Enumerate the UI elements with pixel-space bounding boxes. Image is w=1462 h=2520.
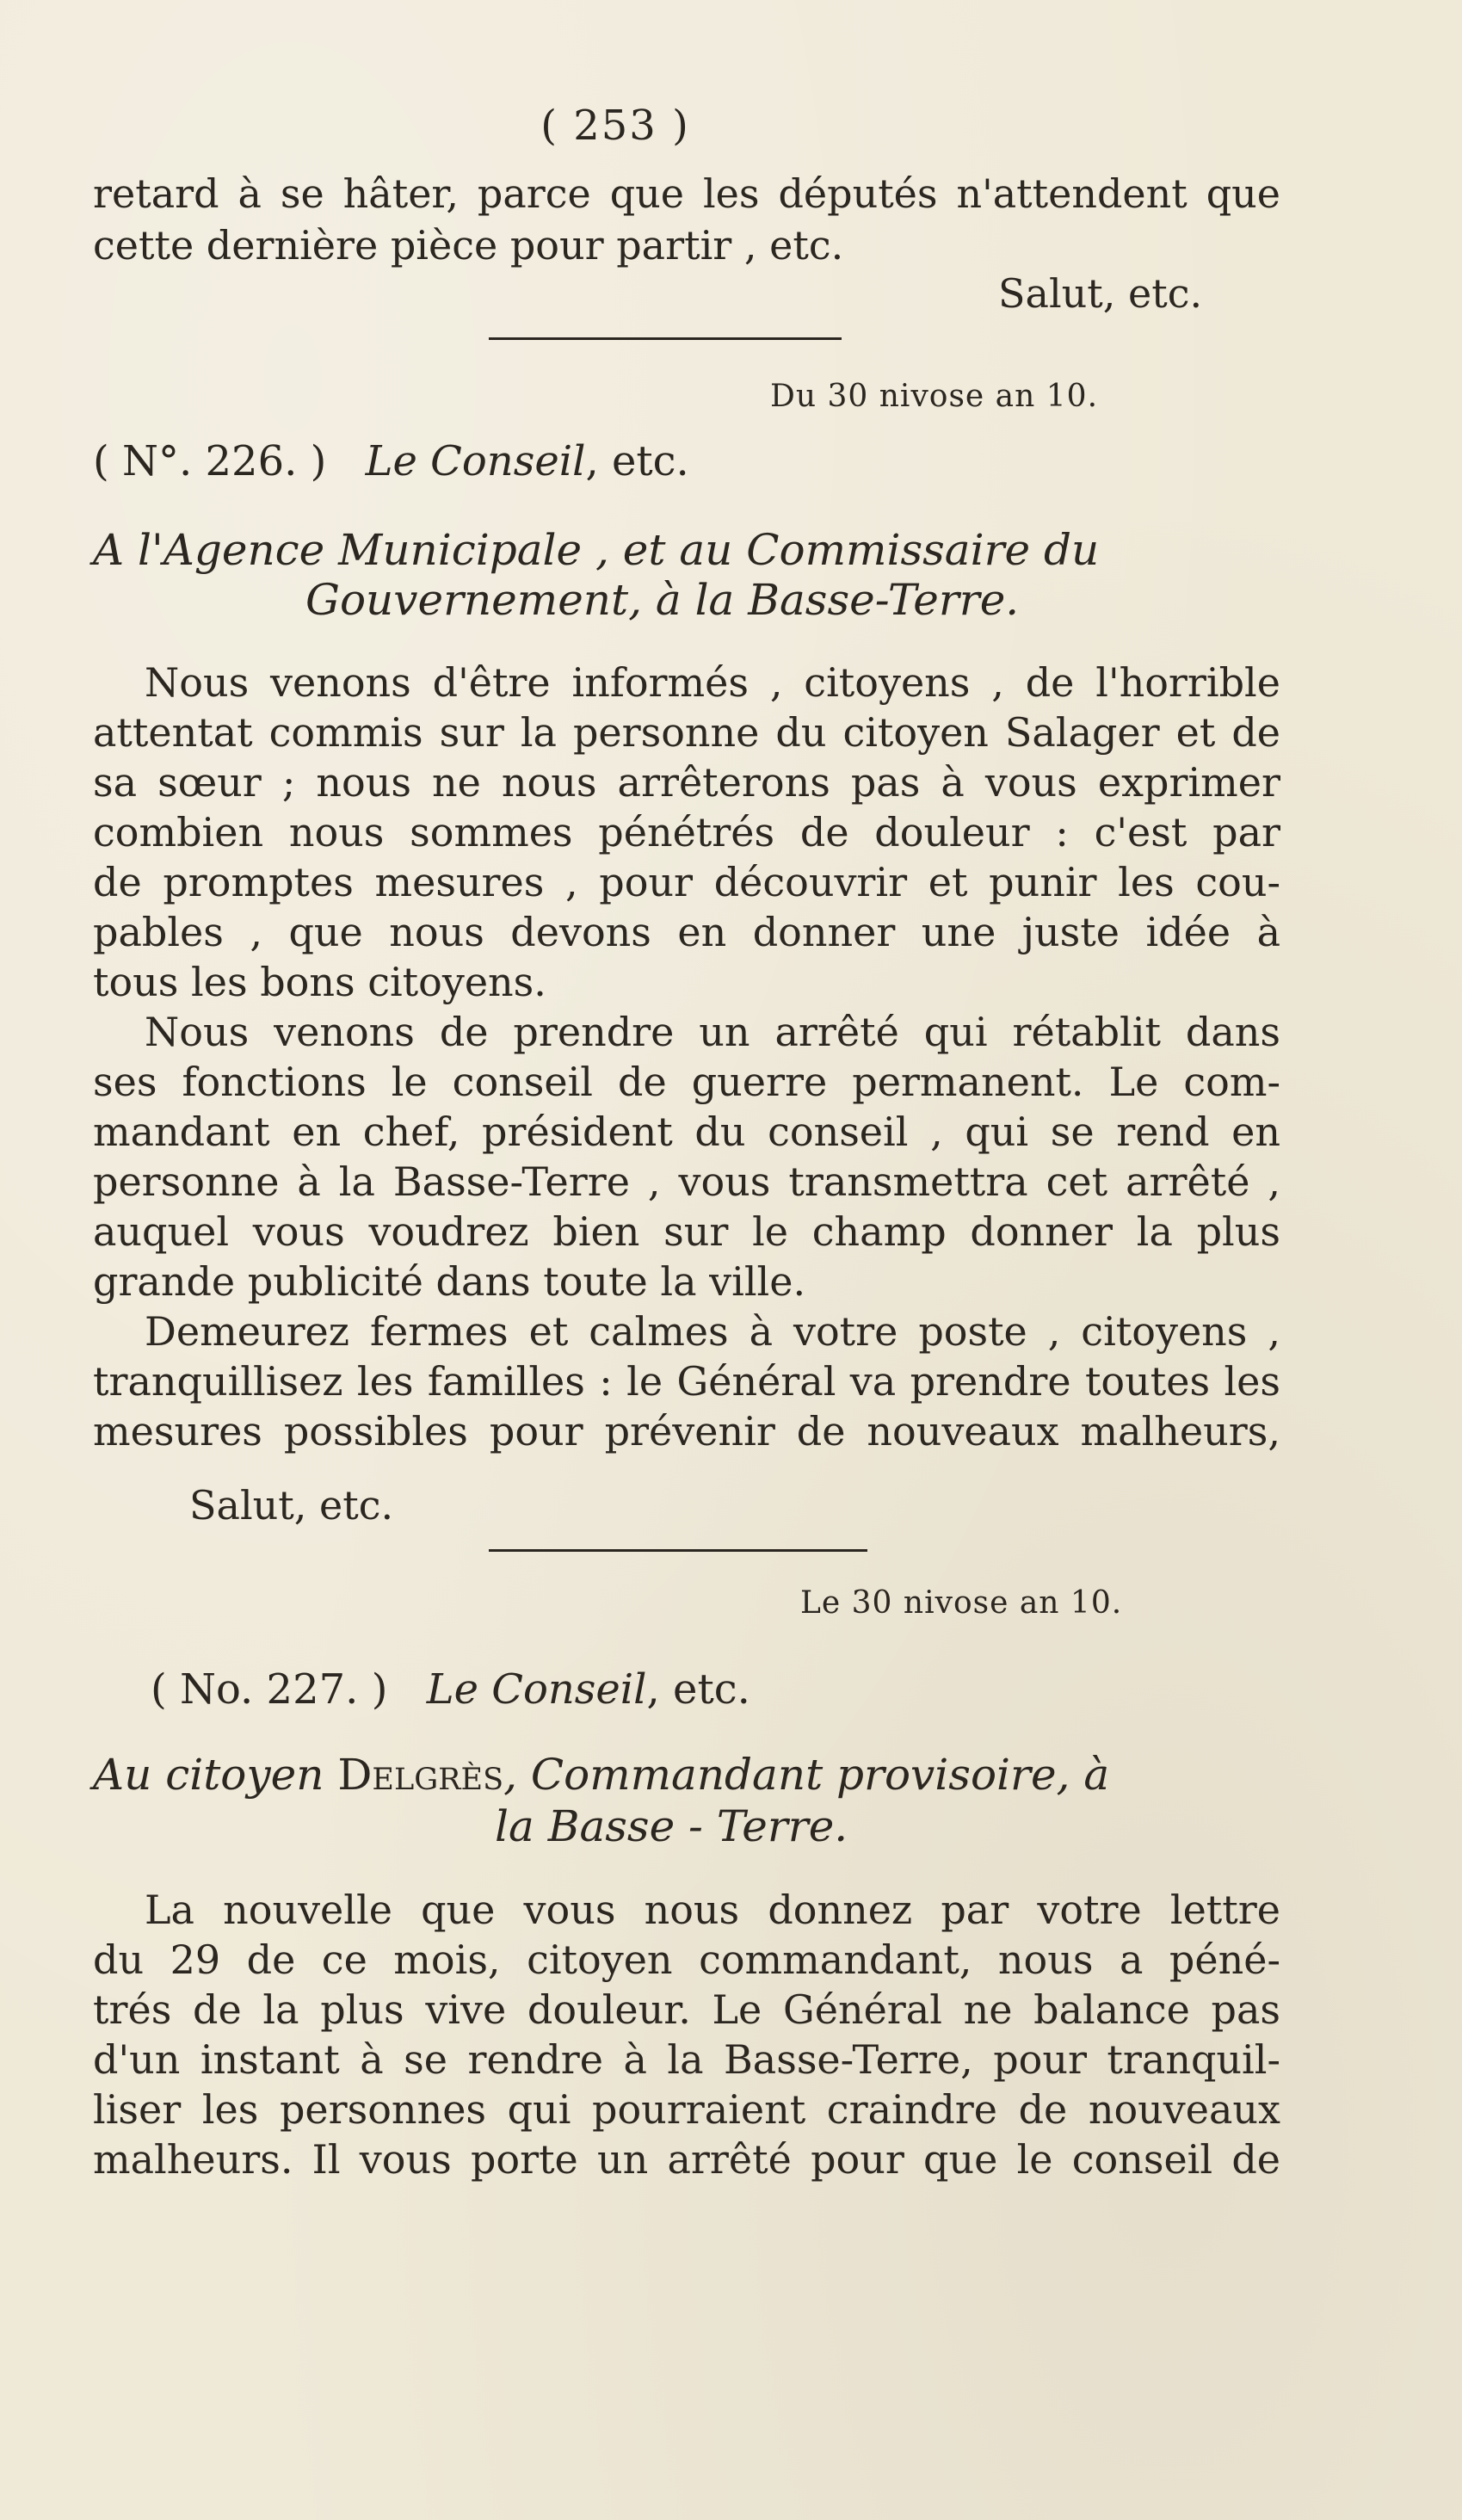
letter-sender-suffix: , etc. — [646, 1665, 750, 1714]
letter-address — [93, 1750, 1109, 1800]
text-line: pables , que nous devons en donner une juste idée à — [93, 909, 1280, 955]
salutation: Salut, etc. — [998, 270, 1203, 317]
text-line: combien nous sommes pénétrés de douleur : c'est par — [93, 809, 1280, 855]
text-line: cette dernière pièce pour partir , etc. — [93, 222, 844, 269]
letter-sender: Le Conseil — [426, 1665, 647, 1714]
letter-address: la Basse - Terre. — [495, 1801, 848, 1851]
text-line — [93, 707, 1280, 757]
salutation: Salut, etc. — [189, 1482, 394, 1529]
text-line: Nous venons de prendre un arrêté qui rétablit dans — [145, 1009, 1280, 1055]
text-line: grande publicité dans toute la ville. — [93, 1258, 806, 1305]
text-line: de promptes mesures , pour découvrir et punir les cou- — [93, 859, 1280, 905]
text-line: tranquillisez les familles : le Général va prendre toutes les — [93, 1358, 1280, 1405]
letter-number: ( No. 227. ) — [151, 1665, 388, 1714]
letter-sender: Le Conseil — [365, 437, 586, 485]
address-rest: , Commandant provisoire, à — [503, 1750, 1110, 1800]
page-number: ( 253 ) — [540, 102, 690, 150]
letter-address: A l'Agence Municipale , et au Commissaire du — [93, 525, 1100, 575]
letter-heading — [93, 437, 689, 485]
text-line: du 29 de ce mois, citoyen commandant, nous a péné- — [93, 1936, 1280, 1983]
text-line: trés de la plus vive douleur. Le Général ne balance pas — [93, 1986, 1280, 2033]
letter-heading — [151, 1665, 750, 1714]
text-line: personne à la Basse-Terre , vous transmettra cet arrêté , — [93, 1158, 1280, 1205]
text-line: d'un instant à se rendre à la Basse-Terre, pour tranquil- — [93, 2036, 1280, 2083]
text-line-part: attentat commis sur la personne du citoyen Salager et de — [93, 709, 1280, 756]
text-line: mandant en chef, président du conseil , qui se rend en — [93, 1109, 1280, 1155]
letter-address: Gouvernement, à la Basse-Terre. — [305, 575, 1020, 625]
text-line: auquel vous voudrez bien sur le champ donner la plus — [93, 1208, 1280, 1255]
separator-rule — [489, 337, 842, 340]
letter-date: Le 30 nivose an 10. — [800, 1585, 1123, 1621]
text-line: malheurs. Il vous porte un arrêté pour que le conseil de — [93, 2136, 1280, 2183]
text-line: Nous venons d'être informés , citoyens , de l'horrible — [145, 659, 1280, 706]
separator-rule — [489, 1549, 867, 1552]
address-prefix: Au citoyen — [93, 1750, 324, 1800]
text-line: tous les bons citoyens. — [93, 959, 546, 1005]
text-line: sa sœur ; nous ne nous arrêterons pas à vous exprimer — [93, 759, 1280, 806]
text-line: retard à se hâter, parce que les députés n'attendent que — [93, 170, 1280, 217]
letter-sender-suffix: , etc. — [585, 437, 689, 485]
text-line: liser les personnes qui pourraient craindre de nouveaux — [93, 2086, 1280, 2133]
text-line: Demeurez fermes et calmes à votre poste , citoyens , — [145, 1308, 1280, 1355]
address-name: Delgrès — [337, 1750, 504, 1800]
text-line: La nouvelle que vous nous donnez par votre lettre — [145, 1887, 1280, 1933]
text-line: mesures possibles pour prévenir de nouveaux malheurs, — [93, 1408, 1280, 1455]
text-line: ses fonctions le conseil de guerre permanent. Le com- — [93, 1059, 1280, 1105]
letter-date: Du 30 nivose an 10. — [770, 379, 1099, 414]
letter-number: ( N°. 226. ) — [93, 437, 327, 485]
